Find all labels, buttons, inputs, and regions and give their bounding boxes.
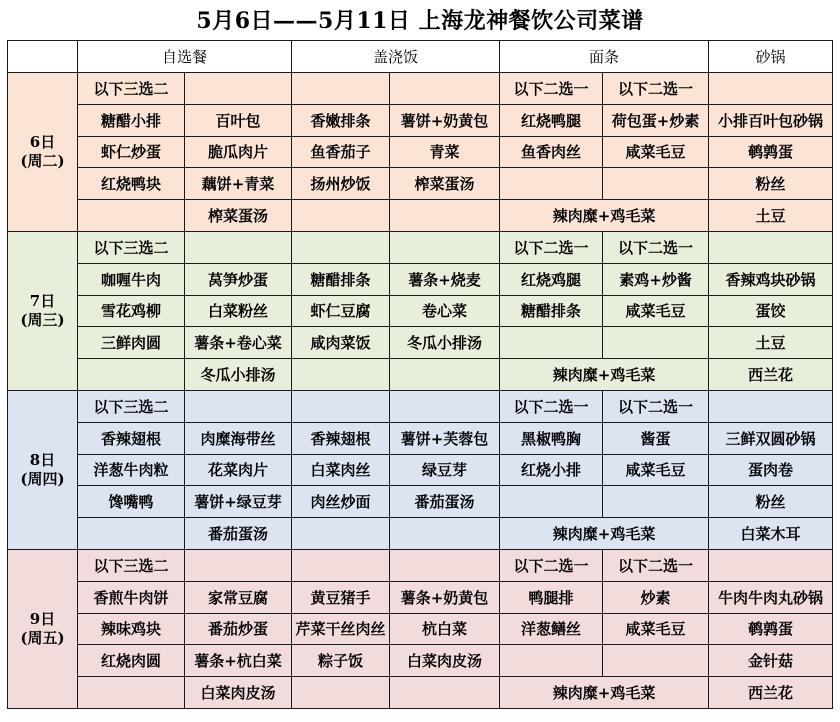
choice-note <box>709 549 833 581</box>
day-label-cell <box>8 73 78 232</box>
menu-row <box>8 486 833 518</box>
dish-cell: 番茄蛋汤 <box>390 486 500 518</box>
choice-note <box>292 73 390 105</box>
day-date: 9日 <box>29 609 56 628</box>
header-blank <box>8 41 78 73</box>
dish-cell: 土豆 <box>709 327 833 359</box>
dish-cell: 黄豆猪手 <box>292 581 390 613</box>
choice-note: 以下二选一 <box>603 231 709 263</box>
menu-row <box>8 613 833 645</box>
choice-note: 以下二选一 <box>603 390 709 422</box>
menu-row <box>8 645 833 677</box>
dish-cell <box>78 200 185 232</box>
choice-note: 以下二选一 <box>500 231 603 263</box>
dish-cell <box>390 677 500 709</box>
dish-cell: 杭白菜 <box>390 613 500 645</box>
menu-row <box>8 104 833 136</box>
dish-cell: 三鲜双圆砂锅 <box>709 422 833 454</box>
menu-row <box>8 295 833 327</box>
dish-cell: 白菜粉丝 <box>185 295 292 327</box>
noodle-shared-dish: 辣肉糜+鸡毛菜 <box>500 200 709 232</box>
dish-cell: 红烧鸭腿 <box>500 104 603 136</box>
dish-cell: 咸菜毛豆 <box>603 136 709 168</box>
dish-cell: 酱蛋 <box>603 422 709 454</box>
dish-cell: 金针菇 <box>709 645 833 677</box>
dish-cell: 牛肉牛肉丸砂锅 <box>709 581 833 613</box>
dish-cell <box>603 168 709 200</box>
dish-cell: 三鲜肉圆 <box>78 327 185 359</box>
choice-note <box>292 231 390 263</box>
choice-note <box>390 549 500 581</box>
dish-cell: 白菜肉丝 <box>292 454 390 486</box>
day-date: 6日 <box>29 132 56 151</box>
dish-cell: 薯饼+芙蓉包 <box>390 422 500 454</box>
dish-cell: 榨菜蛋汤 <box>390 168 500 200</box>
day-date: 7日 <box>29 291 56 310</box>
choice-note: 以下二选一 <box>603 73 709 105</box>
dish-cell: 咖喱牛肉 <box>78 263 185 295</box>
dish-cell <box>390 200 500 232</box>
menu-row <box>8 263 833 295</box>
choice-note <box>185 73 292 105</box>
choice-note <box>185 549 292 581</box>
menu-row <box>8 518 833 550</box>
dish-cell: 鸭腿排 <box>500 581 603 613</box>
dish-cell <box>292 677 390 709</box>
dish-cell: 薯条+杭白菜 <box>185 645 292 677</box>
dish-cell: 荷包蛋+炒素 <box>603 104 709 136</box>
dish-cell <box>292 518 390 550</box>
dish-cell: 辣味鸡块 <box>78 613 185 645</box>
dish-cell: 鹌鹑蛋 <box>709 613 833 645</box>
menu-row <box>8 581 833 613</box>
dish-cell: 花菜肉片 <box>185 454 292 486</box>
dish-cell <box>292 200 390 232</box>
dish-cell: 榨菜蛋汤 <box>185 200 292 232</box>
dish-cell: 炒素 <box>603 581 709 613</box>
dish-cell: 粉丝 <box>709 168 833 200</box>
choice-note: 以下二选一 <box>500 549 603 581</box>
dish-cell: 雪花鸡柳 <box>78 295 185 327</box>
dish-cell: 薯饼+绿豆芽 <box>185 486 292 518</box>
dish-cell <box>500 327 603 359</box>
day-weekday: (周三) <box>20 310 65 329</box>
day-label-cell <box>8 549 78 708</box>
choice-note <box>292 390 390 422</box>
choice-note: 以下二选一 <box>500 390 603 422</box>
menu-row <box>8 677 833 709</box>
dish-cell <box>292 359 390 391</box>
menu-row <box>8 200 833 232</box>
dish-cell: 冬瓜小排汤 <box>390 327 500 359</box>
dish-cell: 咸菜毛豆 <box>603 295 709 327</box>
dish-cell: 糖醋小排 <box>78 104 185 136</box>
day-label-cell <box>8 231 78 390</box>
dish-cell: 薯条+卷心菜 <box>185 327 292 359</box>
dish-cell <box>78 359 185 391</box>
dish-cell: 红烧小排 <box>500 454 603 486</box>
dish-cell: 蛋饺 <box>709 295 833 327</box>
dish-cell: 肉丝炒面 <box>292 486 390 518</box>
dish-cell: 糖醋排条 <box>500 295 603 327</box>
dish-cell <box>78 677 185 709</box>
menu-row <box>8 359 833 391</box>
day-weekday: (周四) <box>20 469 65 488</box>
menu-row <box>8 168 833 200</box>
choice-note: 以下二选一 <box>603 549 709 581</box>
dish-cell: 西兰花 <box>709 359 833 391</box>
choice-note <box>709 390 833 422</box>
dish-cell: 虾仁炒蛋 <box>78 136 185 168</box>
dish-cell: 卷心菜 <box>390 295 500 327</box>
choice-note: 以下三选二 <box>78 390 185 422</box>
dish-cell: 洋葱鳝丝 <box>500 613 603 645</box>
choice-note: 以下三选二 <box>78 549 185 581</box>
dish-cell: 莴笋炒蛋 <box>185 263 292 295</box>
dish-cell <box>390 359 500 391</box>
dish-cell: 洋葱牛肉粒 <box>78 454 185 486</box>
noodle-shared-dish: 辣肉糜+鸡毛菜 <box>500 518 709 550</box>
dish-cell: 土豆 <box>709 200 833 232</box>
menu-row <box>8 73 833 105</box>
menu-row <box>8 549 833 581</box>
dish-cell: 白菜肉皮汤 <box>390 645 500 677</box>
dish-cell <box>603 327 709 359</box>
menu-table <box>7 40 833 709</box>
dish-cell: 咸菜毛豆 <box>603 613 709 645</box>
day-weekday: (周二) <box>20 151 65 170</box>
day-weekday: (周五) <box>20 628 65 647</box>
choice-note <box>185 231 292 263</box>
dish-cell <box>500 486 603 518</box>
dish-cell: 白菜木耳 <box>709 518 833 550</box>
dish-cell: 薯饼+奶黄包 <box>390 104 500 136</box>
choice-note: 以下三选二 <box>78 231 185 263</box>
header-rice-bowl: 盖浇饭 <box>292 41 500 73</box>
dish-cell <box>390 518 500 550</box>
choice-note <box>709 73 833 105</box>
dish-cell: 素鸡+炒酱 <box>603 263 709 295</box>
menu-row <box>8 231 833 263</box>
dish-cell: 鱼香茄子 <box>292 136 390 168</box>
dish-cell: 鱼香肉丝 <box>500 136 603 168</box>
dish-cell: 百叶包 <box>185 104 292 136</box>
page-title: 5月6日——5月11日 上海龙神餐饮公司菜谱 <box>196 8 644 34</box>
choice-note: 以下二选一 <box>500 73 603 105</box>
dish-cell: 番茄炒蛋 <box>185 613 292 645</box>
dish-cell: 香嫩排条 <box>292 104 390 136</box>
dish-cell: 香辣鸡块砂锅 <box>709 263 833 295</box>
dish-cell <box>500 168 603 200</box>
dish-cell: 鹌鹑蛋 <box>709 136 833 168</box>
noodle-shared-dish: 辣肉糜+鸡毛菜 <box>500 677 709 709</box>
dish-cell: 薯条+奶黄包 <box>390 581 500 613</box>
dish-cell: 青菜 <box>390 136 500 168</box>
dish-cell: 馋嘴鸭 <box>78 486 185 518</box>
dish-cell: 扬州炒饭 <box>292 168 390 200</box>
dish-cell: 小排百叶包砂锅 <box>709 104 833 136</box>
dish-cell: 黑椒鸭胸 <box>500 422 603 454</box>
dish-cell: 红烧肉圆 <box>78 645 185 677</box>
dish-cell: 红烧鸡腿 <box>500 263 603 295</box>
menu-row <box>8 390 833 422</box>
menu-row <box>8 422 833 454</box>
choice-note <box>390 231 500 263</box>
dish-cell: 咸肉菜饭 <box>292 327 390 359</box>
choice-note <box>185 390 292 422</box>
dish-cell: 香辣翅根 <box>292 422 390 454</box>
header-self-select: 自选餐 <box>78 41 292 73</box>
dish-cell <box>603 645 709 677</box>
menu-body <box>8 73 833 709</box>
choice-note <box>292 549 390 581</box>
dish-cell: 冬瓜小排汤 <box>185 359 292 391</box>
dish-cell: 红烧鸭块 <box>78 168 185 200</box>
menu-row <box>8 327 833 359</box>
dish-cell <box>603 486 709 518</box>
dish-cell: 西兰花 <box>709 677 833 709</box>
dish-cell: 薯条+烧麦 <box>390 263 500 295</box>
menu-row <box>8 136 833 168</box>
dish-cell <box>78 518 185 550</box>
dish-cell <box>500 645 603 677</box>
dish-cell: 绿豆芽 <box>390 454 500 486</box>
header-row <box>8 41 833 73</box>
dish-cell: 肉糜海带丝 <box>185 422 292 454</box>
dish-cell: 白菜肉皮汤 <box>185 677 292 709</box>
dish-cell: 芹菜干丝肉丝 <box>292 613 390 645</box>
dish-cell: 虾仁豆腐 <box>292 295 390 327</box>
dish-cell: 蛋肉卷 <box>709 454 833 486</box>
choice-note <box>390 73 500 105</box>
dish-cell: 脆瓜肉片 <box>185 136 292 168</box>
dish-cell: 番茄蛋汤 <box>185 518 292 550</box>
dish-cell: 香煎牛肉饼 <box>78 581 185 613</box>
choice-note: 以下三选二 <box>78 73 185 105</box>
dish-cell: 粉丝 <box>709 486 833 518</box>
dish-cell: 咸菜毛豆 <box>603 454 709 486</box>
choice-note <box>390 390 500 422</box>
day-date: 8日 <box>29 450 56 469</box>
dish-cell: 糖醋排条 <box>292 263 390 295</box>
choice-note <box>709 231 833 263</box>
header-noodles: 面条 <box>500 41 709 73</box>
dish-cell: 家常豆腐 <box>185 581 292 613</box>
dish-cell: 藕饼+青菜 <box>185 168 292 200</box>
menu-row <box>8 454 833 486</box>
noodle-shared-dish: 辣肉糜+鸡毛菜 <box>500 359 709 391</box>
header-clay-pot: 砂锅 <box>709 41 833 73</box>
dish-cell: 香辣翅根 <box>78 422 185 454</box>
dish-cell: 粽子饭 <box>292 645 390 677</box>
day-label-cell <box>8 390 78 549</box>
